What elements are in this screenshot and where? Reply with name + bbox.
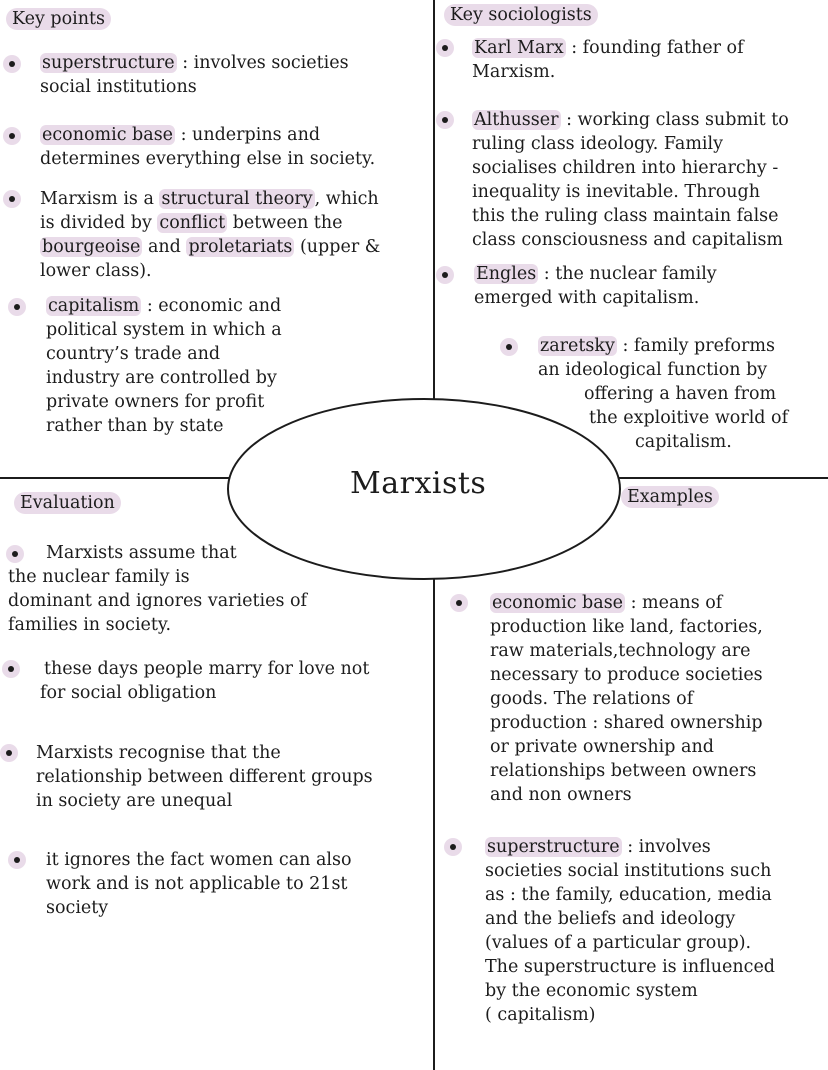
evaluation-3-line-3: in society are unequal — [36, 791, 233, 811]
evaluation-1-line-4: families in society. — [8, 615, 172, 635]
evaluation-4-line-3: society — [46, 898, 109, 918]
example-1-line-2: production like land, factories, — [490, 617, 763, 637]
key-term: conflict — [159, 213, 226, 233]
bullet-icon — [2, 660, 20, 678]
key-point-4-line-4: industry are controlled by — [46, 368, 277, 388]
bullet-icon — [436, 39, 454, 57]
evaluation-3-line-2: relationship between different groups — [36, 767, 373, 787]
key-point-2-line-2: determines everything else in society. — [40, 149, 376, 169]
key-point-4-line-2: political system in which a — [46, 320, 282, 340]
horizontal-divider-right — [612, 477, 828, 479]
example-2-line-8: ( capitalism) — [485, 1005, 596, 1025]
bullet-icon — [6, 545, 24, 563]
heading-key-sociologists: Key sociologists — [444, 4, 598, 26]
key-point-1-line-2: social institutions — [40, 77, 197, 97]
example-1-line-7: or private ownership and — [490, 737, 714, 757]
evaluation-2-line-1: these days people marry for love not — [44, 659, 370, 679]
sociologist-1-line-2: Marxism. — [472, 62, 556, 82]
key-term: economic base — [42, 125, 174, 145]
key-point-4-line-1: capitalism : economic and — [48, 296, 282, 316]
key-point-2-line-1: economic base : underpins and — [42, 125, 321, 145]
vertical-divider-top — [433, 0, 435, 420]
sociologist-4-line-2: an ideological function by — [538, 360, 768, 380]
example-2-line-4: and the beliefs and ideology — [485, 909, 736, 929]
example-1-line-3: raw materials,technology are — [490, 641, 751, 661]
key-term: Karl Marx — [474, 38, 564, 58]
key-term: Engles — [476, 264, 537, 284]
example-2-line-1: superstructure : involves — [487, 837, 711, 857]
sociologist-2-line-3: socialises children into hierarchy - — [472, 158, 779, 178]
key-point-4-line-6: rather than by state — [46, 416, 224, 436]
evaluation-1-line-3: dominant and ignores varieties of — [8, 591, 308, 611]
horizontal-divider-left — [0, 477, 232, 479]
sociologist-4-line-4: the exploitive world of — [589, 408, 789, 428]
example-2-line-5: (values of a particular group). — [485, 933, 752, 953]
key-point-3-line-1: Marxism is a structural theory , which — [40, 189, 379, 209]
heading-key-points: Key points — [6, 8, 111, 30]
key-term: zaretsky — [540, 336, 615, 356]
sociologist-3-line-1: Engles : the nuclear family — [476, 264, 717, 284]
evaluation-3-line-1: Marxists recognise that the — [36, 743, 281, 763]
heading-examples: Examples — [621, 486, 719, 508]
key-term: bourgeoise — [42, 237, 141, 257]
bullet-icon — [8, 298, 26, 316]
example-2-line-6: The superstructure is influenced — [485, 957, 776, 977]
key-point-1-line-1: superstructure : involves societies — [42, 53, 349, 73]
key-point-3-line-3: bourgeoise and proletariats (upper & — [42, 237, 381, 257]
key-point-4-line-3: country’s trade and — [46, 344, 221, 364]
bullet-icon — [3, 190, 21, 208]
bullet-icon — [8, 851, 26, 869]
bullet-icon — [500, 338, 518, 356]
sociologist-2-line-1: Althusser : working class submit to — [474, 110, 789, 130]
example-2-line-7: by the economic system — [485, 981, 698, 1001]
key-term: superstructure — [487, 837, 620, 857]
sociologist-1-line-1: Karl Marx : founding father of — [474, 38, 744, 58]
key-term: structural theory — [161, 189, 313, 209]
sociologist-4-line-5: capitalism. — [635, 432, 732, 452]
key-term: Althusser — [474, 110, 559, 130]
key-point-3-line-2: is divided by conflict between the — [40, 213, 343, 233]
example-1-line-4: necessary to produce societies — [490, 665, 763, 685]
example-1-line-8: relationships between owners — [490, 761, 757, 781]
key-point-4-line-5: private owners for profit — [46, 392, 265, 412]
bullet-icon — [0, 744, 18, 762]
example-1-line-6: production : shared ownership — [490, 713, 763, 733]
key-term: economic base — [492, 593, 624, 613]
bullet-icon — [3, 127, 21, 145]
evaluation-1-line-2: the nuclear family is — [8, 567, 190, 587]
key-term: proletariats — [188, 237, 293, 257]
bullet-icon — [3, 55, 21, 73]
example-1-line-5: goods. The relations of — [490, 689, 694, 709]
bullet-icon — [450, 594, 468, 612]
sociologist-4-line-3: offering a haven from — [584, 384, 777, 404]
evaluation-1-line-1: Marxists assume that — [46, 543, 237, 563]
sociologist-2-line-2: ruling class ideology. Family — [472, 134, 723, 154]
evaluation-2-line-2: for social obligation — [40, 683, 217, 703]
key-term: superstructure — [42, 53, 175, 73]
example-2-line-3: as : the family, education, media — [485, 885, 772, 905]
page-title: Marxists — [350, 466, 487, 501]
key-point-3-line-4: lower class). — [40, 261, 152, 281]
sociologist-4-line-1: zaretsky : family preforms — [540, 336, 775, 356]
bullet-icon — [436, 266, 454, 284]
heading-evaluation: Evaluation — [14, 492, 121, 514]
sociologist-2-line-4: inequality is inevitable. Through — [472, 182, 760, 202]
sociologist-2-line-5: this the ruling class maintain false — [472, 206, 779, 226]
example-1-line-9: and non owners — [490, 785, 632, 805]
evaluation-4-line-1: it ignores the fact women can also — [46, 850, 352, 870]
key-term: capitalism — [48, 296, 140, 316]
evaluation-4-line-2: work and is not applicable to 21st — [46, 874, 348, 894]
sociologist-2-line-6: class consciousness and capitalism — [472, 230, 784, 250]
example-2-line-2: societies social institutions such — [485, 861, 772, 881]
example-1-line-1: economic base : means of — [492, 593, 723, 613]
bullet-icon — [436, 111, 454, 129]
vertical-divider-bottom — [433, 578, 435, 1070]
bullet-icon — [444, 838, 462, 856]
sociologist-3-line-2: emerged with capitalism. — [474, 288, 700, 308]
